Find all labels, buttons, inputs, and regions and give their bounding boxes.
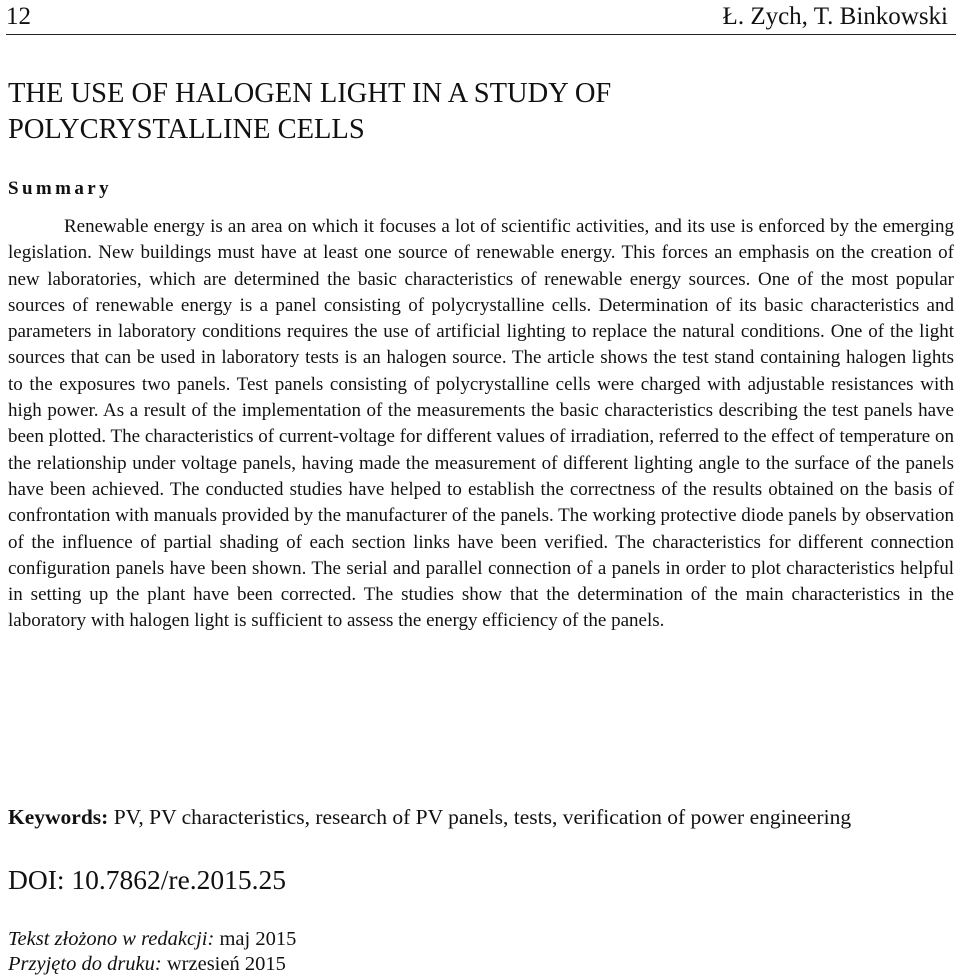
- keywords-line: [8, 803, 954, 831]
- accepted-date: wrzesień 2015: [166, 952, 286, 975]
- article-title: [8, 76, 948, 148]
- editorial-dates: [8, 927, 296, 976]
- keywords-label: Keywords:: [8, 805, 109, 829]
- typeset-label: Tekst złożono w redakcji:: [8, 928, 215, 950]
- title-line-1: THE USE OF HALOGEN LIGHT IN A STUDY OF: [8, 78, 612, 109]
- page-number: 12: [6, 3, 31, 30]
- title-line-2: POLYCRYSTALLINE CELLS: [8, 114, 365, 145]
- keywords-text: PV, PV characteristics, research of PV panels, tests, verification of power engineering: [113, 805, 852, 829]
- typeset-date: maj 2015: [219, 928, 297, 950]
- summary-paragraph: Renewable energy is an area on which it focuses a lot of scientific activities, and its use is enforced by the emerging legislation. New buildings must have at least one source of renewable energy. This forces an emphasis on the creation of new laboratories, which are determined the basic characteristics of renewable energy sources. One of the most popular sources of renewable energy is a panel consisting of polycrystalline cells. Determination of its basic characteristics and parameters in laboratory conditions requires the use of artificial lighting to replace the natural conditions. One of the light sources that can be used in laboratory tests is an halogen source. The article shows the test stand containing halogen lights to the exposures two panels. Test panels consisting of polycrystalline cells were charged with adjustable resistances with high power. As a result of the implementation of the measurements the basic characteristics describing the test panels have been plotted. The characteristics of current-voltage for different values of irradiation, referred to the effect of temperature on the relationship under voltage panels, having made the measurement of different lighting angle to the surface of the panels have been achieved. The conducted studies have helped to establish the correctness of the results obtained on the basis of confrontation with manuals provided by the manufacturer of the panels. The working protective diode panels by observation of the influence of partial shading of each section links have been verified. The characteristics for different connection configuration panels have been shown. The serial and parallel connection of a panels in order to plot characteristics helpful in setting up the plant have been corrected. The studies show that the determination of the main characteristics in the laboratory with halogen light is sufficient to assess the energy efficiency of the panels.: [8, 216, 954, 632]
- page-header: [6, 0, 956, 35]
- summary-heading: Summary: [8, 178, 113, 199]
- doi: DOI: 10.7862/re.2015.25: [8, 864, 287, 895]
- running-head-authors: Ł. Zych, T. Binkowski: [722, 3, 948, 30]
- accepted-label: Przyjęto do druku:: [8, 952, 162, 975]
